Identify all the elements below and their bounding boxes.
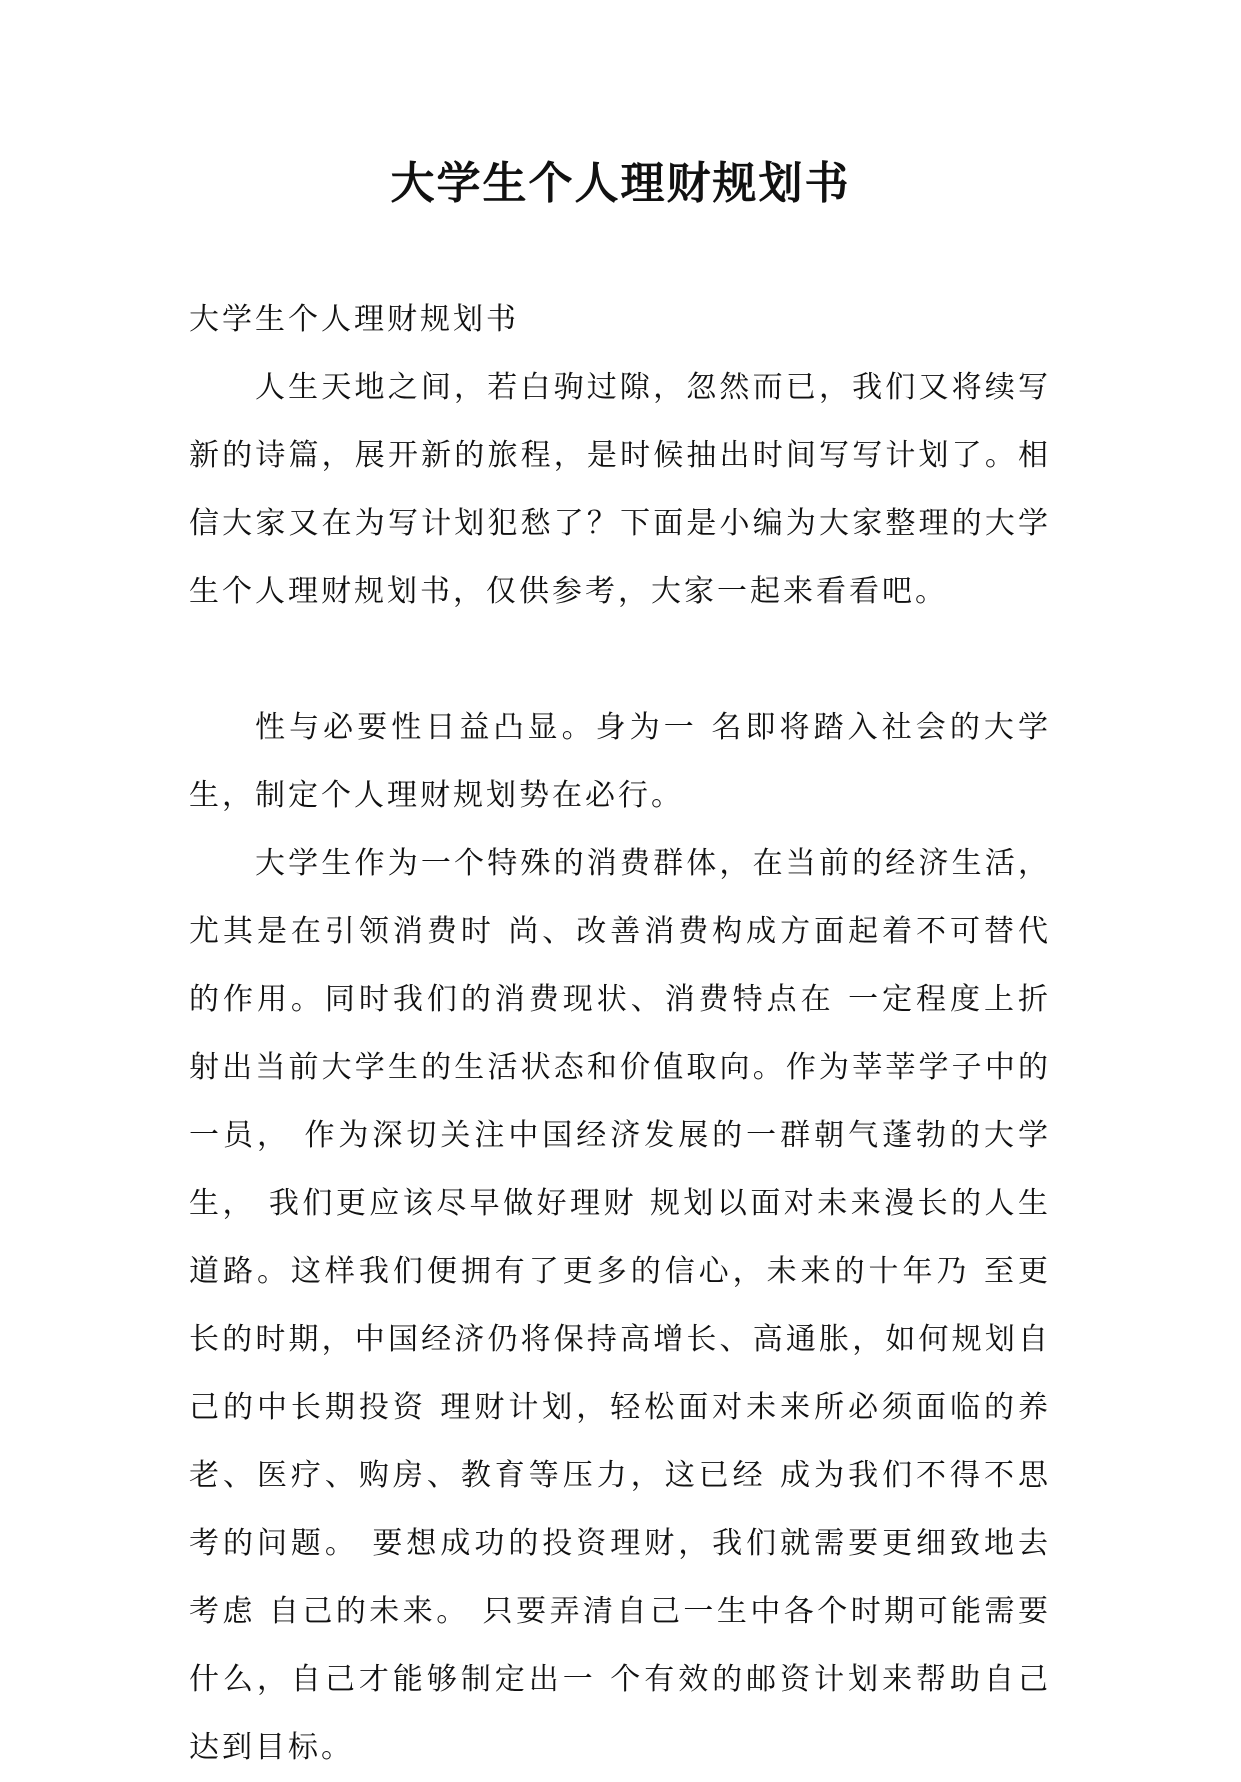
intro-paragraph: 人生天地之间，若白驹过隙，忽然而已，我们又将续写新的诗篇，展开新的旅程，是时候抽出时间写写计划了。相信大家又在为写计划犯愁了？下面是小编为大家整理的大学生个人理财规划书，仅供参考，大家一起来看看吧。 xyxy=(189,370,1051,609)
document-title: 大学生个人理财规划书 xyxy=(390,158,851,209)
main-paragraph: 大学生作为一个特殊的消费群体，在当前的经济生活，尤其是在引领消费时 尚、改善消费构成方面起着不可替代的作用。同时我们的消费现状、消费特点在 一定程度上折射出当前大学生的生活状态和价值取向。作为莘莘学子中的一员， 作为深切关注中国经济发展的一群朝气蓬勃的大学生， 我们更应该尽早做好理财 规划以面对未来漫长的人生道路。这样我们便拥有了更多的信心，未来的十年乃 至更长的时期，中国经济仍将保持高增长、高通胀，如何规划自己的中长期投资 理财计划，轻松面对未来所必须面临的养老、医疗、购房、教育等压力，这已经 成为我们不得不思考的问题。 要想成功的投资理财，我们就需要更细致地去考虑 自己的未来。 只要弄清自己一生中各个时期可能需要什么，自己才能够制定出一 个有效的邮资计划来帮助自己达到目标。 xyxy=(189,846,1051,1765)
necessity-paragraph: 性与必要性日益凸显。身为一 名即将踏入社会的大学生，制定个人理财规划势在必行。 xyxy=(189,710,1051,813)
document-body xyxy=(189,286,1051,1782)
document-subtitle: 大学生个人理财规划书 xyxy=(189,302,519,337)
paragraph-gap xyxy=(189,626,1051,694)
